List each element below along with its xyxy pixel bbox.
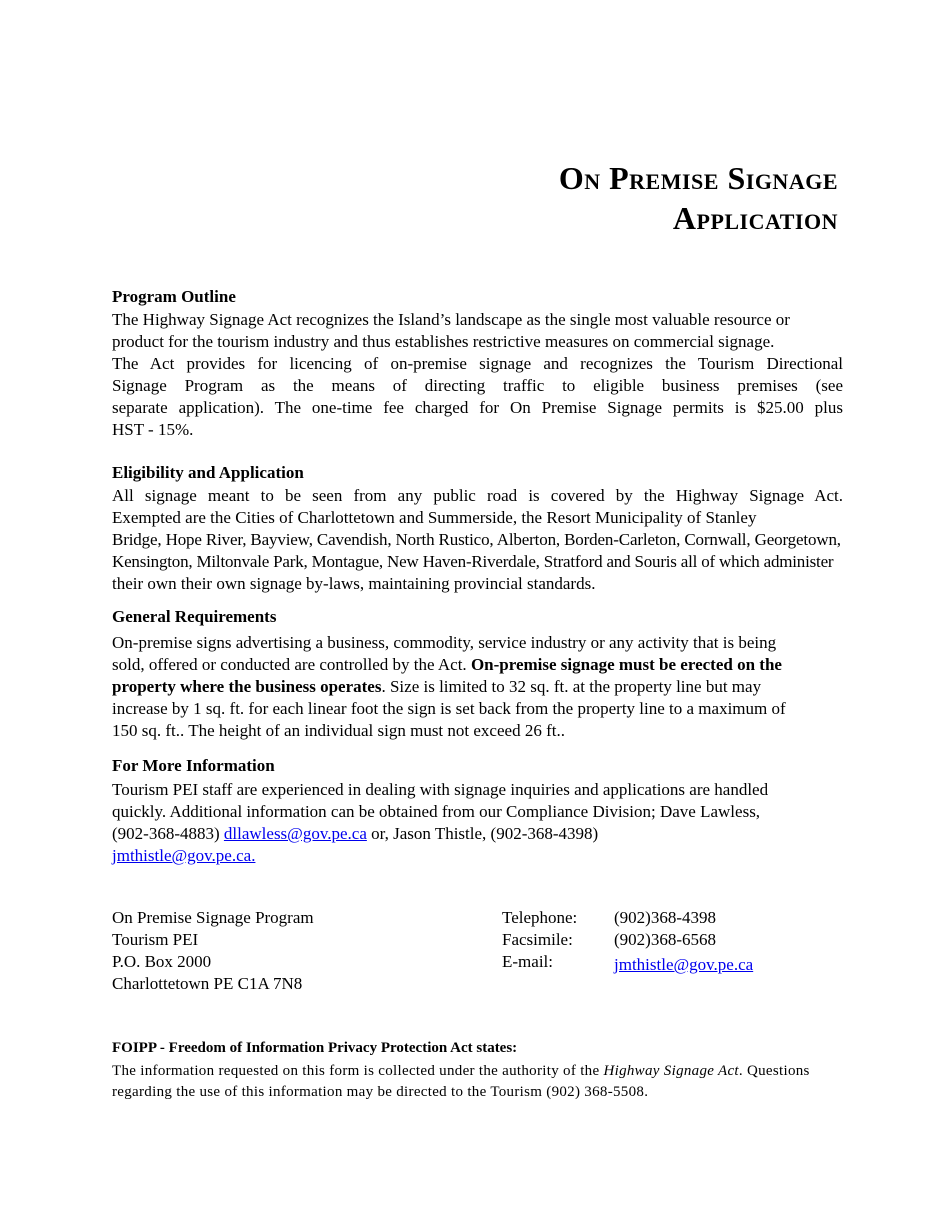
foipp-text-end: . Questions regarding the use of this information may be directed to the Tourism (902) 368-5508. bbox=[112, 1063, 810, 1100]
eligibility-text bbox=[112, 485, 843, 595]
general-line bbox=[112, 676, 843, 698]
general-line-bold: property where the business operates bbox=[112, 677, 382, 696]
contact-details bbox=[502, 907, 753, 976]
address-line: P.O. Box 2000 bbox=[112, 952, 212, 971]
program-outline-line: product for the tourism industry and thus establishes restrictive measures on commercial signage. bbox=[112, 332, 775, 351]
address-line: On Premise Signage Program bbox=[112, 908, 314, 927]
general-line-text: sold, offered or conducted are controlled by the Act. bbox=[112, 655, 471, 674]
telephone-value: (902)368-4398 bbox=[614, 908, 716, 927]
general-line-bold: On-premise signage must be erected on the bbox=[470, 655, 782, 674]
jmthistle-email-link[interactable]: jmthistle@gov.pe.ca. bbox=[112, 846, 256, 865]
foipp-text bbox=[112, 1061, 838, 1103]
program-outline-line: HST - 15%. bbox=[112, 420, 194, 439]
general-line bbox=[112, 654, 843, 676]
foipp-heading: FOIPP - Freedom of Information Privacy Protection Act states: bbox=[112, 1040, 518, 1056]
title-line-2: Application bbox=[672, 200, 838, 236]
general-line: increase by 1 sq. ft. for each linear foot the sign is set back from the property line to a maximum of bbox=[112, 699, 786, 718]
email-label: E-mail: bbox=[502, 952, 553, 971]
general-requirements-text bbox=[112, 632, 843, 742]
general-line: 150 sq. ft.. The height of an individual sign must not exceed 26 ft.. bbox=[112, 721, 565, 740]
eligibility-line: their own their own signage by-laws, maintaining provincial standards. bbox=[112, 574, 596, 593]
program-outline-line: separate application). The one-time fee charged for On Premise Signage permits is $25.00 plus bbox=[112, 398, 843, 417]
fax-value: (902)368-6568 bbox=[614, 930, 716, 949]
eligibility-line: All signage meant to be seen from any public road is covered by the Highway Signage Act. bbox=[112, 486, 843, 505]
program-outline-text bbox=[112, 309, 843, 441]
foipp-act-name: Highway Signage Act bbox=[603, 1063, 739, 1079]
more-info-text bbox=[112, 779, 843, 867]
address-line: Charlottetown PE C1A 7N8 bbox=[112, 974, 303, 993]
fax-label: Facsimile: bbox=[502, 930, 573, 949]
general-line-text: . Size is limited to 32 sq. ft. at the property line but may bbox=[381, 677, 762, 696]
mailing-address bbox=[112, 907, 314, 995]
telephone-row bbox=[502, 907, 753, 929]
dllawless-email-link[interactable]: dllawless@gov.pe.ca bbox=[223, 824, 367, 843]
program-outline-line: The Act provides for licencing of on-premise signage and recognizes the Tourism Directional bbox=[112, 354, 843, 373]
fax-row bbox=[502, 929, 753, 951]
contact-text: or, Jason Thistle, (902-368-4398) bbox=[366, 824, 599, 843]
title-line-1: On Premise Signage bbox=[558, 160, 838, 196]
contact-email-link[interactable]: jmthistle@gov.pe.ca bbox=[614, 955, 754, 974]
general-line: On-premise signs advertising a business, commodity, service industry or any activity that is being bbox=[112, 633, 777, 652]
program-outline-heading: Program Outline bbox=[112, 287, 236, 306]
more-info-line bbox=[112, 823, 843, 845]
eligibility-heading: Eligibility and Application bbox=[112, 463, 304, 482]
more-info-heading: For More Information bbox=[112, 756, 275, 775]
eligibility-line: Kensington, Miltonvale Park, Montague, New Haven-Riverdale, Stratford and Souris all of which administer bbox=[112, 552, 834, 571]
more-info-line bbox=[112, 845, 843, 867]
general-requirements-heading: General Requirements bbox=[112, 607, 277, 626]
eligibility-line: Bridge, Hope River, Bayview, Cavendish, North Rustico, Alberton, Borden-Carleton, Cornwall, Georgetown, bbox=[112, 530, 841, 549]
address-line: Tourism PEI bbox=[112, 930, 199, 949]
eligibility-line: Exempted are the Cities of Charlottetown and Summerside, the Resort Municipality of Stanley bbox=[112, 508, 757, 527]
program-outline-line: The Highway Signage Act recognizes the Island’s landscape as the single most valuable resource or bbox=[112, 310, 790, 329]
more-info-line: quickly. Additional information can be obtained from our Compliance Division; Dave Lawless, bbox=[112, 802, 761, 821]
telephone-label: Telephone: bbox=[502, 908, 578, 927]
program-outline-line: Signage Program as the means of directing traffic to eligible business premises (see bbox=[112, 376, 843, 395]
more-info-line: Tourism PEI staff are experienced in dealing with signage inquiries and applications are handled bbox=[112, 780, 769, 799]
page-title bbox=[559, 158, 838, 238]
email-row bbox=[502, 951, 753, 976]
phone-text: (902-368-4883) bbox=[112, 824, 224, 843]
foipp-text-start: The information requested on this form is collected under the authority of the bbox=[112, 1063, 604, 1079]
